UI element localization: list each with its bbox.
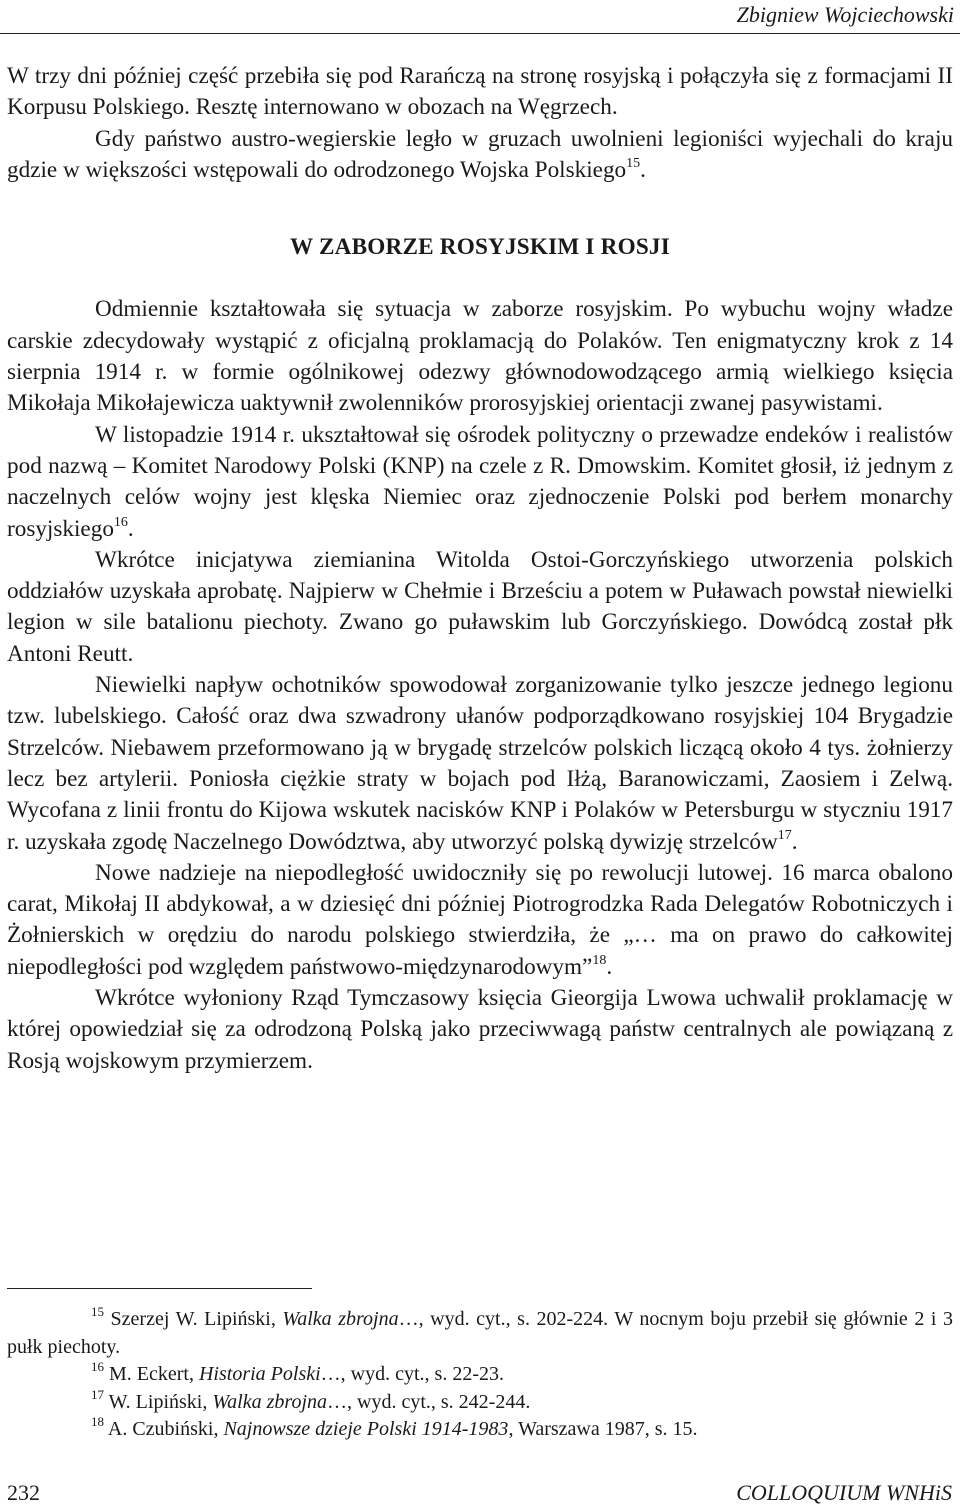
paragraph-intro-b-end: . (640, 156, 646, 183)
footnote-number: 17 (91, 1386, 104, 1402)
footnote-number: 16 (91, 1359, 104, 1374)
footnote-text: A. Czubiński, (104, 1418, 224, 1440)
footnote-text: W. Lipiński, (104, 1390, 213, 1413)
paragraph-6 (7, 983, 953, 1077)
journal-name: COLLOQUIUM WNHiS (736, 1480, 952, 1505)
paragraph-1-text: Odmiennie kształtowała się sytuacja w zaborze rosyjskim. Po wybuchu wojny władze carskie zdecydowały wystąpić z oficjalną proklamacją do Polaków. Ten enigmatyczny krok z 14 sierpnia 1914 r. w formie ogólnikowej odezwy głównodowodzącego armią wielkiego księcia Mikołaja Mikołajewicza uaktywnił zwolenników prorosyjskiej orientacji zwanej pasywistami. (7, 296, 953, 417)
paragraph-2-end: . (127, 515, 134, 542)
body-text (7, 61, 953, 1077)
paragraph-5 (7, 858, 953, 983)
footnote-ref-17[interactable]: 17 (777, 827, 792, 843)
paragraph-2-text: W listopadzie 1914 r. ukształtował się ośrodek polityczny o przewadze endeków i realistów pod nazwą – Komitet Narodowy Polski (KNP) na czele z R. Dmowskim. Komitet głosił, iż jednym z naczelnych celów wojny jest klęska Niemiec oraz zjednoczenie Polski pod berłem monarchy rosyjskiego (7, 421, 953, 542)
paragraph-intro-a (7, 61, 953, 124)
paragraph-intro-b (7, 124, 953, 187)
footnote-title: Historia Polski (198, 1363, 321, 1385)
footnote-text: , Warszawa 1987, s. 15. (508, 1418, 698, 1440)
footnote-title: Walka zbrojna (282, 1308, 399, 1330)
footnote-18 (7, 1416, 953, 1444)
paragraph-4 (7, 670, 953, 858)
footnotes (7, 1306, 953, 1444)
section-heading: W ZABORZE ROSYJSKIM I ROSJI (290, 234, 670, 261)
header-rule (0, 33, 960, 34)
paragraph-intro-b-text: Gdy państwo austro-wegierskie legło w gruzach uwolnieni legioniści wyjechali do kraju gdzie w większości wstępowali do odrodzonego Wojska Polskiego (7, 125, 953, 183)
paragraph-4-text: Niewielki napływ ochotników spowodował zorganizowanie tylko jeszcze jednego legionu tzw. lubelskiego. Całość oraz dwa szwadrony ułanów podporządkowano rosyjskiej 104 Brygadzie Strzelców. Niebawem przeformowano ją w brygadę strzelców polskich liczącą około 4 tys. żołnierzy lecz bez artylerii. Poniosła ciężkie straty w bojach pod Iłżą, Baranowiczami, Zaosiem i Zelwą. Wycofana z linii frontu do Kijowa wskutek nacisków KNP i Polaków w Petersburgu w styczniu 1917 r. uzyskała zgodę Naczelnego Dowództwa, aby utworzyć polską dywizję strzelców (7, 672, 953, 855)
footnote-text: M. Eckert, (104, 1363, 199, 1385)
paragraph-intro-a-text: W trzy dni później część przebiła się pod Rarańczą na stronę rosyjską i połączyła się z formacjami II Korpusu Polskiego. Resztę internowano w obozach na Węgrzech. (7, 63, 953, 121)
footnote-text: …, wyd. cyt., s. 22-23. (320, 1363, 504, 1385)
page-number: 232 (7, 1480, 40, 1505)
paragraph-6-text: Wkrótce wyłoniony Rząd Tymczasowy księcia Gieorgija Lwowa uchwalił proklamację w której opowiedział się za odrodzoną Polską jako przeciwwagą państw centralnych ale powiązaną z Rosją wojskowym przymierzem. (7, 985, 953, 1074)
footnote-title: Walka zbrojna (212, 1390, 327, 1413)
paragraph-3-text: Wkrótce inicjatywa ziemianina Witolda Ostoi-Gorczyńskiego utworzenia polskich oddziałów uzyskała aprobatę. Najpierw w Chełmie i Brześciu a potem w Puławach powstał niewielki legion w sile batalionu piechoty. Zwano go puławskim lub Gorczyńskiego. Dowódcą został płk Antoni Reutt. (7, 546, 953, 667)
footnote-15 (7, 1306, 953, 1361)
footnote-ref-18[interactable]: 18 (592, 952, 607, 968)
paragraph-3 (7, 545, 953, 670)
footnote-text: Szerzej W. Lipiński, (104, 1308, 283, 1330)
footnote-16 (7, 1361, 953, 1389)
footnote-number: 18 (91, 1414, 104, 1429)
footnote-17 (7, 1386, 953, 1417)
paragraph-5-text: Nowe nadzieje na niepodległość uwidoczniły się po rewolucji lutowej. 16 marca obalono carat, Mikołaj II abdykował, a w dziesięć dni później Piotrogrodzka Rada Delegatów Robotniczych i Żołnierskich w orędziu do narodu polskiego stwierdziła, że „… ma on prawo do całkowitej niepodległości pod względem państwowo-międzynarodowym” (7, 859, 953, 980)
footnote-ref-16[interactable]: 16 (113, 514, 128, 530)
running-head-author: Zbigniew Wojciechowski (736, 2, 954, 27)
paragraph-5-end: . (606, 953, 613, 980)
footnote-ref-15[interactable]: 15 (626, 155, 641, 171)
paragraph-2 (7, 420, 953, 545)
footnote-separator (7, 1288, 312, 1289)
footnote-number: 15 (91, 1304, 104, 1319)
footnote-text: …, wyd. cyt., s. 242-244. (327, 1390, 531, 1413)
paragraph-4-end: . (791, 828, 798, 855)
footnote-text: …, wyd. cyt., s. 202-224. W nocnym boju przebił się głównie 2 i 3 pułk piechoty. (7, 1308, 954, 1358)
paragraph-1 (7, 294, 953, 419)
footnote-title: Najnowsze dzieje Polski 1914-1983 (223, 1418, 509, 1440)
